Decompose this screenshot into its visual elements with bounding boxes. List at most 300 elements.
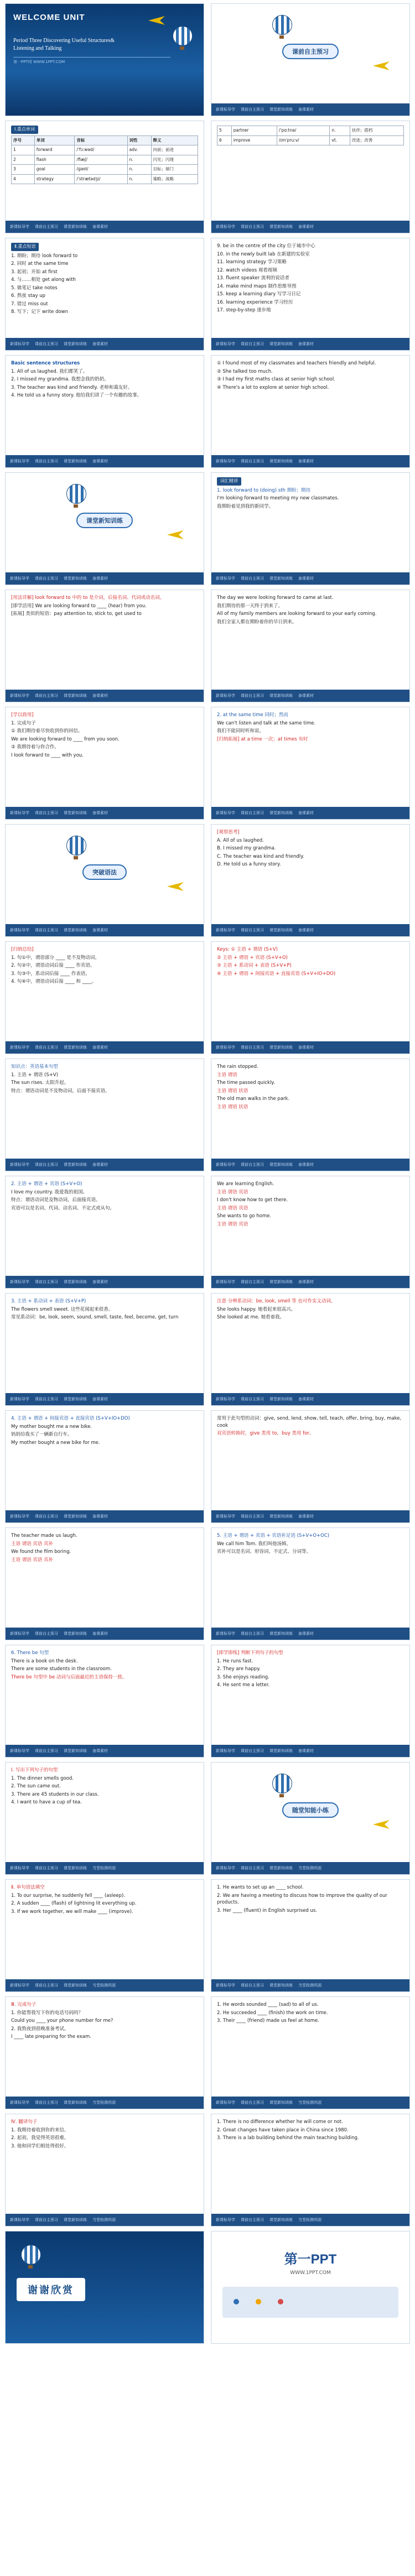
footer-item[interactable]: 课堂新知训练 <box>64 342 87 346</box>
footer-nav <box>211 1628 409 1640</box>
slide-grammar11[interactable] <box>5 1410 204 1523</box>
sentence-title: Basic sentence structures <box>11 361 80 366</box>
phrase-item: 17. step-by-step 逐步地 <box>217 307 271 313</box>
expand-note: [拓展] 类似的短语：pay attention to, stick to, get used to <box>11 611 142 617</box>
point-item: There is a book on the desk. <box>11 1658 78 1664</box>
footer-item[interactable]: 课堂新知训练 <box>64 1514 87 1519</box>
footer-item[interactable]: 课堂新知训练 <box>64 811 87 815</box>
exercise-item: 1. He runs fast. <box>217 1658 253 1664</box>
example-item: ③ I had my first maths class at senior high school. <box>217 377 335 382</box>
cell: 6 <box>217 135 232 145</box>
cover-rule <box>13 57 170 58</box>
footer-item[interactable]: 课前自主预习 <box>241 342 264 346</box>
footer-item[interactable]: 当堂检测巩固 <box>298 2100 321 2105</box>
footer-item[interactable]: 备课素材 <box>298 225 314 229</box>
slide-grammar5[interactable] <box>5 1058 204 1171</box>
footer-item[interactable]: 新课标导学 <box>10 1280 29 1284</box>
footer-item[interactable]: 课前自主预习 <box>241 1631 264 1636</box>
slide-practice4[interactable] <box>211 1996 410 2109</box>
slide-grammar2[interactable] <box>211 824 410 937</box>
footer-item[interactable]: 新课标导学 <box>216 1749 235 1753</box>
slide-grammar6[interactable] <box>211 1058 410 1171</box>
footer-item[interactable]: 新课标导学 <box>216 1631 235 1636</box>
footer-nav <box>6 1393 204 1405</box>
footer-item[interactable]: 当堂检测巩固 <box>298 2218 321 2222</box>
footer-item[interactable]: 课堂新知训练 <box>64 1631 87 1636</box>
footer-nav <box>6 2214 204 2226</box>
footer-item[interactable]: 课前自主预习 <box>35 1631 58 1636</box>
slide-grammar4[interactable] <box>211 941 410 1054</box>
footer-item[interactable]: 新课标导学 <box>10 1045 29 1050</box>
footer-item[interactable]: 新课标导学 <box>10 225 29 229</box>
phrase-item: 12. watch videos 观看视频 <box>217 267 277 273</box>
slide-grammar16[interactable] <box>211 1645 410 1758</box>
cell: 目标；球门 <box>151 165 198 175</box>
footer-nav <box>6 807 204 819</box>
footer-item[interactable]: 课堂新知训练 <box>269 1514 293 1519</box>
paper-plane-icon <box>167 882 184 891</box>
point-item: 妈妈给我买了一辆新自行车。 <box>11 1432 72 1437</box>
footer-item[interactable]: 新课标导学 <box>216 2100 235 2105</box>
exercise-item: ② 我期待着与你合作。 <box>11 744 59 750</box>
slide-grammar8[interactable] <box>211 1176 410 1289</box>
footer-item[interactable]: 课堂新知训练 <box>269 1866 293 1870</box>
footer-item[interactable]: 备课素材 <box>298 1514 314 1519</box>
footer-item[interactable]: 课前自主预习 <box>35 1983 58 1988</box>
footer-item[interactable]: 新课标导学 <box>216 576 235 581</box>
footer-item[interactable]: 新课标导学 <box>10 2218 29 2222</box>
slide-grammar17[interactable] <box>5 1762 204 1875</box>
example-analysis: 主语 谓语 状语 <box>217 1088 248 1094</box>
table-row <box>12 155 198 165</box>
footer-item[interactable]: 新课标导学 <box>10 342 29 346</box>
exercise-item: 3. If we work together, we will make ____ (improve). <box>11 1908 133 1915</box>
brand-logo: 第一PPT <box>284 2252 337 2267</box>
paper-plane-icon <box>167 530 184 539</box>
footer-item[interactable]: 备课素材 <box>298 928 314 932</box>
example-analysis: 主语 谓语 宾语 <box>217 1205 248 1211</box>
exercise-item: We are looking forward to ____ from you soon. <box>11 736 120 742</box>
footer-nav <box>211 338 409 350</box>
phrase-item: 15. keep a learning diary 写学习日记 <box>217 291 301 297</box>
phrase-item: 5. 做笔记 take notes <box>11 285 58 291</box>
footer-item[interactable]: 课堂新知训练 <box>64 928 87 932</box>
footer-item[interactable]: 新课标导学 <box>10 576 29 581</box>
slide-grammar7[interactable] <box>5 1176 204 1289</box>
footer-item[interactable]: 课堂新知训练 <box>64 1280 87 1284</box>
footer-item[interactable]: 新课标导学 <box>10 1514 29 1519</box>
circle-icon <box>234 2299 239 2304</box>
slide-vocab-2[interactable] <box>211 121 410 233</box>
point-item: 双宾语转换时，give 类用 to，buy 类用 for。 <box>217 1431 314 1436</box>
footer-nav <box>6 924 204 936</box>
footer-item[interactable]: 课堂新知训练 <box>64 459 87 463</box>
example-item: She looks happy. 她看起来很高兴。 <box>217 1306 296 1312</box>
example-analysis: 主语 谓语 宾语 <box>217 1221 248 1227</box>
example-translation: 我期盼着见到我的新同学。 <box>217 503 274 509</box>
footer-item[interactable]: 新课标导学 <box>216 928 235 932</box>
slide-brand[interactable] <box>211 2231 410 2344</box>
footer-item[interactable]: 新课标导学 <box>216 459 235 463</box>
cell: n. <box>127 165 151 175</box>
footer-item[interactable]: 课前自主预习 <box>241 459 264 463</box>
footer-item[interactable]: 新课标导学 <box>216 1983 235 1988</box>
cell: forward <box>34 145 75 155</box>
footer-item[interactable]: 课堂新知训练 <box>64 576 87 581</box>
footer-item[interactable]: 备课素材 <box>92 693 108 698</box>
footer-item[interactable]: 课堂新知训练 <box>269 1162 293 1167</box>
footer-item[interactable]: 新课标导学 <box>10 1631 29 1636</box>
cell: 伙伴；搭档 <box>350 126 403 136</box>
cover-title: WELCOME UNIT <box>13 13 85 22</box>
footer-item[interactable]: 当堂检测巩固 <box>92 1983 116 1988</box>
observe-heading: [观察思考] <box>217 830 240 835</box>
footer-item[interactable]: 新课标导学 <box>10 693 29 698</box>
footer-item[interactable]: 课堂新知训练 <box>269 107 293 112</box>
cell: 3 <box>12 165 35 175</box>
point-item: 宾语可以是名词、代词、动名词、不定式或从句。 <box>11 1205 115 1211</box>
slide-grammar14[interactable] <box>211 1527 410 1640</box>
exercise-item: 1. He words sounded ____ (sad) to all of us. <box>217 2002 319 2007</box>
footer-item[interactable]: 课堂新知训练 <box>269 342 293 346</box>
footer-nav <box>6 1745 204 1757</box>
footer-item[interactable]: 课前自主预习 <box>35 1280 58 1284</box>
phrase-item: 4. 与……相处 get along with <box>11 277 76 283</box>
footer-item[interactable]: 课前自主预习 <box>35 928 58 932</box>
footer-item[interactable]: 新课标导学 <box>216 1045 235 1050</box>
footer-item[interactable]: 课堂新知训练 <box>64 693 87 698</box>
footer-item[interactable]: 新课标导学 <box>216 811 235 815</box>
footer-item[interactable]: 备课素材 <box>92 928 108 932</box>
slide-training5[interactable] <box>211 707 410 820</box>
table-row <box>12 145 198 155</box>
footer-item[interactable]: 备课素材 <box>298 693 314 698</box>
footer-nav <box>211 807 409 819</box>
footer-item[interactable]: 课前自主预习 <box>241 1280 264 1284</box>
exercise-item: 1. 你能帮我写下你的电话号码吗？ <box>11 2010 83 2016</box>
slide-random-header[interactable] <box>211 1762 410 1875</box>
footer-item[interactable]: 课前自主预习 <box>241 107 264 112</box>
footer-item[interactable]: 课堂新知训练 <box>269 1983 293 1988</box>
footer-item[interactable]: 备课素材 <box>298 459 314 463</box>
cover-site: 第一PPT网 WWW.1PPT.COM <box>13 60 65 64</box>
footer-item[interactable]: 课堂新知训练 <box>269 576 293 581</box>
footer-item[interactable]: 课堂新知训练 <box>64 1749 87 1753</box>
example-item: C. The teacher was kind and friendly. <box>217 853 304 859</box>
phrase-item: 11. learning strategy 学习策略 <box>217 259 287 265</box>
footer-item[interactable]: 课前自主预习 <box>35 1749 58 1753</box>
footer-nav <box>6 1159 204 1171</box>
slide-vocab[interactable] <box>5 121 204 233</box>
slide-grammar10[interactable] <box>211 1293 410 1406</box>
footer-item[interactable]: 课堂新知训练 <box>269 693 293 698</box>
example-item: The old man walks in the park. <box>217 1096 290 1102</box>
slide-practice6[interactable] <box>211 2114 410 2226</box>
footer-item[interactable]: 课堂新知训练 <box>269 811 293 815</box>
point-heading: 4. 主语 + 谓语 + 间接宾语 + 直接宾语 (S+V+IO+DO) <box>11 1416 130 1421</box>
footer-item[interactable]: 新课标导学 <box>216 107 235 112</box>
footer-item[interactable]: 新课标导学 <box>216 1514 235 1519</box>
cell: 2 <box>12 155 35 165</box>
vocab-table <box>11 135 198 185</box>
footer-item[interactable]: 课前自主预习 <box>241 811 264 815</box>
footer-item[interactable]: 课前自主预习 <box>35 2100 58 2105</box>
footer-nav <box>211 1979 409 1991</box>
slide-grammar3[interactable] <box>5 941 204 1054</box>
footer-item[interactable]: 备课素材 <box>298 107 314 112</box>
footer-item[interactable]: 备课素材 <box>298 1397 314 1401</box>
footer-item[interactable]: 课堂新知训练 <box>64 1397 87 1401</box>
footer-item[interactable]: 课前自主预习 <box>241 1866 264 1870</box>
footer-item[interactable]: 课前自主预习 <box>241 1514 264 1519</box>
footer-item[interactable]: 课堂新知训练 <box>64 1162 87 1167</box>
footer-item[interactable]: 新课标导学 <box>10 1749 29 1753</box>
slide-grammar1[interactable] <box>211 355 410 468</box>
footer-item[interactable]: 课前自主预习 <box>35 1397 58 1401</box>
footer-item[interactable]: 课堂新知训练 <box>64 1866 87 1870</box>
footer-nav <box>6 1862 204 1874</box>
table-row <box>12 165 198 175</box>
footer-item[interactable]: 备课素材 <box>298 1631 314 1636</box>
footer-item[interactable]: 课前自主预习 <box>241 1397 264 1401</box>
footer-item[interactable]: 备课素材 <box>298 1749 314 1753</box>
slide-grammar13[interactable] <box>5 1527 204 1640</box>
balloon-icon <box>66 836 85 860</box>
vocab-table-2 <box>217 126 404 145</box>
col-header: 序号 <box>12 135 35 145</box>
footer-item[interactable]: 当堂检测巩固 <box>298 1866 321 1870</box>
point-item: 宾补可以是名词、形容词、不定式、分词等。 <box>217 1549 312 1555</box>
footer-item[interactable]: 课前自主预习 <box>241 1983 264 1988</box>
slide-training4[interactable] <box>5 707 204 820</box>
example-item: D. He told us a funny story. <box>217 862 281 867</box>
footer-item[interactable]: 课堂新知训练 <box>64 225 87 229</box>
example-item: A. All of us laughed. <box>217 837 264 843</box>
footer-nav <box>211 1393 409 1405</box>
footer-nav <box>211 221 409 233</box>
footer-item[interactable]: 备课素材 <box>298 811 314 815</box>
cell: n. <box>127 155 151 165</box>
example-item: ① I found most of my classmates and teachers friendly and helpful. <box>217 361 376 366</box>
footer-item[interactable]: 课堂新知训练 <box>269 1749 293 1753</box>
sentence-item: 2. I missed my grandma. 我想念我的奶奶。 <box>11 377 109 382</box>
footer-item[interactable]: 课前自主预习 <box>35 1514 58 1519</box>
footer-item[interactable]: 新课标导学 <box>216 1866 235 1870</box>
footer-item[interactable]: 新课标导学 <box>216 225 235 229</box>
footer-item[interactable]: 课前自主预习 <box>241 1749 264 1753</box>
exercise-item: 2. They are happy. <box>217 1666 261 1672</box>
footer-item[interactable]: 备课素材 <box>92 1514 108 1519</box>
footer-nav <box>211 924 409 936</box>
footer-item[interactable]: 备课素材 <box>298 1280 314 1284</box>
example-item: 我们全家人都在期盼着你的早日到来。 <box>217 619 297 625</box>
footer-item[interactable]: 新课标导学 <box>10 2100 29 2105</box>
example-item: 我们不能同时听和说。 <box>217 728 264 734</box>
footer-item[interactable]: 课前自主预习 <box>35 2218 58 2222</box>
footer-item[interactable]: 备课素材 <box>298 1162 314 1167</box>
footer-item[interactable]: 课堂新知训练 <box>269 2100 293 2105</box>
example-sentence: I'm looking forward to meeting my new classmates. <box>217 496 339 501</box>
section-title: 课前自主预习 <box>282 44 339 59</box>
slide-preview-header[interactable] <box>211 3 410 116</box>
footer-item[interactable]: 新课标导学 <box>216 2218 235 2222</box>
slide-grammar12[interactable] <box>211 1410 410 1523</box>
phrase-item: 14. make mind maps 制作思维导图 <box>217 283 297 289</box>
exercise-item: 2. 起初，我觉得英语很难。 <box>11 2135 69 2141</box>
footer-item[interactable]: 课前自主预习 <box>241 2100 264 2105</box>
footer-item[interactable]: 备课素材 <box>298 576 314 581</box>
footer-item[interactable]: 课堂新知训练 <box>269 928 293 932</box>
footer-item[interactable]: 备课素材 <box>92 1631 108 1636</box>
slide-training2[interactable] <box>5 590 204 702</box>
cover-subtitle-line2: Listening and Talking <box>13 45 62 51</box>
col-header: 单词 <box>34 135 75 145</box>
exercise-heading: [即学即练] 判断下列句子的句型 <box>217 1650 283 1656</box>
footer-item[interactable]: 课前自主预习 <box>35 225 58 229</box>
footer-item[interactable]: 备课素材 <box>92 1397 108 1401</box>
exercise-item: 3. There are 45 students in our class. <box>11 1791 99 1797</box>
slide-training3[interactable] <box>211 590 410 702</box>
footer-item[interactable]: 课堂新知训练 <box>269 459 293 463</box>
footer-nav <box>6 2097 204 2109</box>
footer-item[interactable]: 新课标导学 <box>10 459 29 463</box>
footer-item[interactable]: 课前自主预习 <box>35 811 58 815</box>
footer-item[interactable]: 课前自主预习 <box>241 2218 264 2222</box>
key-item: Keys: ① 主语 + 谓语 (S+V) <box>217 947 278 952</box>
footer-item[interactable]: 课前自主预习 <box>241 1162 264 1167</box>
exercise-item: 2. The sun came out. <box>11 1784 61 1789</box>
footer-item[interactable]: 新课标导学 <box>10 1162 29 1167</box>
exercise-item: 1. He wants to set up an ____ school. <box>217 1885 304 1890</box>
slide-sentences[interactable] <box>5 355 204 468</box>
phrase-item: 9. be in the centre of the city 位于城市中心 <box>217 243 315 249</box>
exercise-item: ① 我们期待着尽快收到你的回信。 <box>11 728 83 734</box>
footer-item[interactable]: 课堂新知训练 <box>269 1045 293 1050</box>
balloon-icon <box>66 484 85 508</box>
footer-item[interactable]: 备课素材 <box>92 1749 108 1753</box>
footer-item[interactable]: 备课素材 <box>298 342 314 346</box>
footer-item[interactable]: 备课素材 <box>92 225 108 229</box>
point-item: 特点：谓语动词是不及物动词，后面不接宾语。 <box>11 1088 110 1094</box>
footer-item[interactable]: 课前自主预习 <box>35 459 58 463</box>
footer-item[interactable]: 课前自主预习 <box>35 342 58 346</box>
summary-heading: [归纳总结] <box>11 947 34 952</box>
slide-practice1[interactable] <box>5 1879 204 1992</box>
slide-practice3[interactable] <box>5 1996 204 2109</box>
footer-item[interactable]: 课前自主预习 <box>241 1045 264 1050</box>
exercise-item: 3. Their ____ (friend) made us feel at home. <box>217 2018 319 2024</box>
slide-training1[interactable] <box>211 472 410 585</box>
footer-item[interactable]: 新课标导学 <box>216 1280 235 1284</box>
footer-item[interactable]: 课前自主预习 <box>35 1162 58 1167</box>
footer-nav <box>211 103 409 116</box>
footer-item[interactable]: 备课素材 <box>92 576 108 581</box>
slide-practice2[interactable] <box>211 1879 410 1992</box>
slide-practice5[interactable] <box>5 2114 204 2226</box>
slide-thanks[interactable] <box>5 2231 204 2344</box>
slide-grammar15[interactable] <box>5 1645 204 1758</box>
footer-item[interactable]: 备课素材 <box>92 1162 108 1167</box>
footer-item[interactable]: 新课标导学 <box>216 342 235 346</box>
footer-item[interactable]: 课堂新知训练 <box>269 1397 293 1401</box>
slide-training-header[interactable] <box>5 472 204 585</box>
cover-subtitle <box>13 37 115 53</box>
slide-breakthrough-header[interactable] <box>5 824 204 937</box>
slide-grammar9[interactable] <box>5 1293 204 1406</box>
footer-item[interactable]: 课堂新知训练 <box>269 1280 293 1284</box>
footer-item[interactable]: 新课标导学 <box>216 693 235 698</box>
footer-item[interactable]: 备课素材 <box>298 1045 314 1050</box>
footer-item[interactable]: 备课素材 <box>92 1280 108 1284</box>
point-item: The flowers smell sweet. 这些花闻起来很香。 <box>11 1306 113 1312</box>
footer-item[interactable]: 课堂新知训练 <box>269 2218 293 2222</box>
section-tag: Ⅱ.重点短语 <box>11 243 39 251</box>
footer-item[interactable]: 课前自主预习 <box>35 693 58 698</box>
footer-item[interactable]: 课堂新知训练 <box>64 2218 87 2222</box>
balloon-icon <box>173 26 191 50</box>
summary-item: 2. 句②中，谓语动词后接 ____ 作宾语。 <box>11 963 95 968</box>
footer-item[interactable]: 课堂新知训练 <box>269 1631 293 1636</box>
footer-item[interactable]: 当堂检测巩固 <box>92 2218 116 2222</box>
cover-slide[interactable] <box>5 3 204 116</box>
footer-item[interactable]: 新课标导学 <box>10 811 29 815</box>
slide-phrases-en[interactable] <box>211 238 410 351</box>
footer-item[interactable]: 课前自主预习 <box>241 225 264 229</box>
exercise-item: I look forward to ____ with you. <box>11 752 84 758</box>
exercise-item: 2. He succeeded ____ (finish) the work on time. <box>217 2010 328 2016</box>
footer-item[interactable]: 备课素材 <box>92 811 108 815</box>
footer-nav <box>6 455 204 467</box>
footer-item[interactable]: 当堂检测巩固 <box>298 1983 321 1988</box>
footer-item[interactable]: 备课素材 <box>92 342 108 346</box>
exercise-item: 1. The dinner smells good. <box>11 1775 74 1781</box>
footer-item[interactable]: 课前自主预习 <box>35 1045 58 1050</box>
footer-item[interactable]: 课前自主预习 <box>241 928 264 932</box>
footer-item[interactable]: 课前自主预习 <box>35 576 58 581</box>
footer-item[interactable]: 当堂检测巩固 <box>92 2100 116 2105</box>
circle-icon <box>278 2299 283 2304</box>
footer-item[interactable]: 新课标导学 <box>216 1397 235 1401</box>
example-analysis: 主语 谓语 宾语 <box>217 1189 248 1195</box>
word-heading: 1. look forward to (doing) sth 期盼；期待 <box>217 487 311 493</box>
footer-item[interactable]: 课堂新知训练 <box>64 1045 87 1050</box>
slide-phrases-cn[interactable] <box>5 238 204 351</box>
footer-nav <box>211 1041 409 1054</box>
footer-item[interactable]: 新课标导学 <box>216 1162 235 1167</box>
footer-item[interactable]: 课堂新知训练 <box>64 2100 87 2105</box>
footer-item[interactable]: 当堂检测巩固 <box>92 1866 116 1870</box>
footer-item[interactable]: 备课素材 <box>92 1045 108 1050</box>
paper-plane-icon <box>373 1820 390 1829</box>
footer-item[interactable]: 课堂新知训练 <box>269 225 293 229</box>
footer-item[interactable]: 新课标导学 <box>10 1866 29 1870</box>
point-heading: 2. 主语 + 谓语 + 宾语 (S+V+O) <box>11 1181 82 1187</box>
footer-item[interactable]: 新课标导学 <box>10 928 29 932</box>
exercise-item: 3. She enjoys reading. <box>217 1674 269 1680</box>
exercise-item: 1. 完成句子 <box>11 720 36 726</box>
example-item: She wants to go home. <box>217 1213 272 1219</box>
footer-item[interactable]: 新课标导学 <box>10 1397 29 1401</box>
exercise-item: Could you ____ your phone number for me? <box>11 2018 113 2024</box>
footer-item[interactable]: 课前自主预习 <box>241 576 264 581</box>
point-item: I love my country. 我爱我的祖国。 <box>11 1189 87 1195</box>
footer-item[interactable]: 备课素材 <box>92 459 108 463</box>
footer-item[interactable]: 课前自主预习 <box>35 1866 58 1870</box>
footer-item[interactable]: 课堂新知训练 <box>64 1983 87 1988</box>
footer-item[interactable]: 课前自主预习 <box>241 693 264 698</box>
table-row <box>12 174 198 184</box>
footer-item[interactable]: 新课标导学 <box>10 1983 29 1988</box>
